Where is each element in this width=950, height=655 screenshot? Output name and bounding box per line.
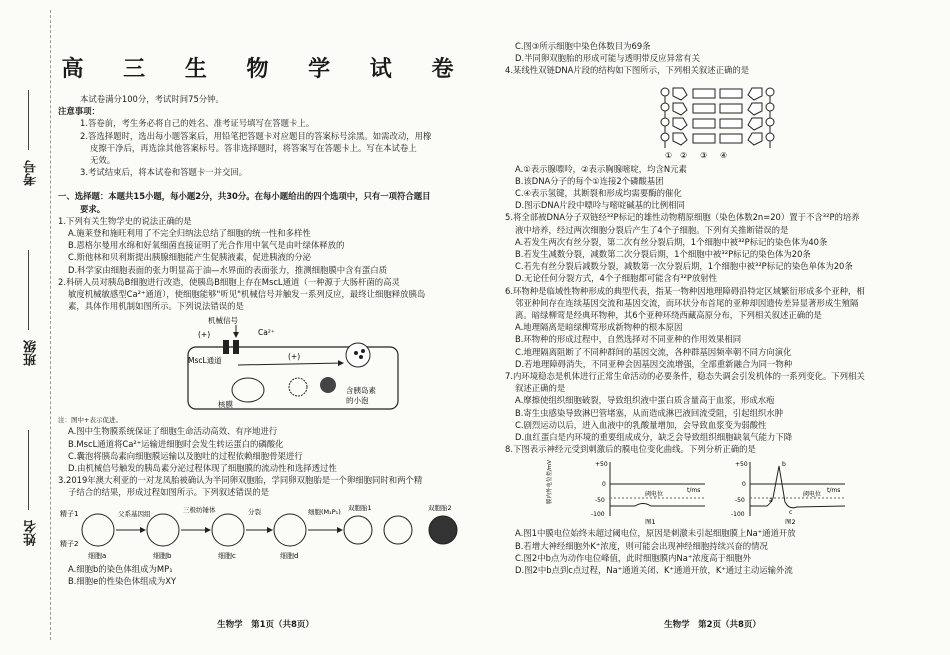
base — [693, 89, 715, 98]
section-heading: 一、选择题：本题共15小题，每小题2分，共30分。在每小题给出的四个选项中，只有一项符合题目 — [58, 191, 431, 202]
phosphate — [766, 88, 774, 96]
binding-label-exam-no: 考号 — [24, 160, 39, 186]
q4-option: B.该DNA分子的每个①连接2个磷酸基团 — [515, 175, 664, 186]
footer-left: 生物学 第1页（共8页） — [217, 620, 314, 630]
base — [720, 119, 742, 128]
q7-option: C.剧烈运动以后，进入血液中的乳酸量增加，会导致血浆变为弱酸性 — [515, 419, 767, 430]
sperm2-label: 精子2 — [60, 539, 79, 548]
binding-label-class: 班级 — [24, 340, 39, 366]
q6-option: C.地理隔离阻断了不同种群间的基因交流，各种群基因频率朝不同方向演化 — [515, 346, 792, 357]
q8-stem: 8.下图表示神经元受到刺激后的膜电位变化曲线。下列分析正确的是 — [505, 444, 756, 455]
q4-stem: 4.某线性双链DNA片段的结构如下图所示，下列相关叙述正确的是 — [505, 65, 750, 76]
base — [720, 104, 742, 113]
mscl-channel — [233, 340, 239, 354]
q1-option: D.科学家由细胞表面的张力明显高于油—水界面的表面张力，推测细胞膜中含有蛋白质 — [68, 264, 387, 275]
q7-option: A.摩擦使组织细胞破裂，导致组织液中蛋白质含量高于血浆，形成水疱 — [515, 395, 775, 406]
q1-option: A.施莱登和施旺利用了不完全归纳法总结了细胞的统一性和多样性 — [68, 228, 311, 239]
q6-option: B.环物种的形成过程中，自然选择对不同亚种的作用效果相同 — [515, 334, 742, 345]
potential-graphs — [505, 458, 920, 524]
y-tick: -100 — [591, 511, 605, 519]
q2-option: C.囊泡将胰岛素向细胞膜运输以及胞吐的过程依赖细胞骨架进行 — [68, 450, 303, 461]
note-line: 1.答卷前，考生务必将自己的姓名、准考证号填写在答题卡上。 — [80, 118, 315, 129]
q2-stem: 敏度机械敏感型Ca²⁺通道），使细胞能够"听见"机械信号并触发一系列反应，最终让细胞释放胰岛 — [68, 289, 426, 300]
q7-stem: 7.内环境稳态是机体进行正常生命活动的必要条件，稳态失调会引发机体的一系列变化。下列相关 — [505, 371, 865, 382]
threshold-label: 阈电位 — [645, 491, 664, 499]
q3-option: C.图③所示细胞中染色体数目为69条 — [515, 41, 651, 51]
sugar — [748, 118, 762, 130]
twin-label: 双胞胎2 — [428, 503, 452, 512]
y-tick: +50 — [735, 461, 748, 469]
x-label: t/ms — [827, 487, 841, 495]
point-label: a — [769, 497, 773, 505]
q6-stem: 离。暗绿柳莺是经典环物种，其6个亚种环绕西藏高原分布，下列相关叙述正确的是 — [515, 310, 822, 321]
dna-marker: ③ — [700, 150, 708, 160]
q8-figure — [505, 458, 920, 524]
twin-label: 双胞胎1 — [348, 503, 372, 512]
phosphate — [766, 133, 774, 141]
promote-arrow — [238, 363, 343, 365]
q3-option: D.半同卵双胞胎的形成可能与透明带反应异常有关 — [515, 53, 700, 64]
base — [720, 89, 742, 98]
twin-diagram — [58, 502, 473, 560]
base — [720, 134, 742, 143]
binding-label-name: 姓名 — [24, 520, 39, 546]
q1-stem: 1.下列有关生物学史的说法正确的是 — [58, 215, 192, 226]
q2-figure — [58, 315, 473, 413]
cell-label: 细胞d — [280, 551, 299, 560]
cell-circle — [344, 516, 372, 544]
q5-option: A.若发生两次有丝分裂，第二次有丝分裂后期，1个细胞中被³²P标记的染色体为40条 — [515, 236, 828, 247]
q1-option: C.斯他林和贝利斯提出胰腺细胞能产生促胰液素，促进胰液的分泌 — [68, 252, 312, 263]
binding-strip — [0, 0, 55, 655]
phosphate — [766, 103, 774, 111]
footer-right: 生物学 第2页（共8页） — [664, 620, 761, 630]
q6-stem: 邻亚种间存在连续基因交流和基因交流，而环状分布首尾的亚种却因遗传差异显著形成生殖隔 — [515, 297, 859, 308]
note-line: 2.答选择题时，选出每小题答案后，用铅笔把答题卡对应题目的答案标号涂黑。如需改动，用橡 — [80, 130, 432, 141]
point-label: c — [789, 509, 793, 517]
threshold-label: 阈电位 — [803, 491, 822, 499]
mscl-label: MscL通道 — [188, 356, 222, 366]
y-tick: -50 — [735, 497, 745, 505]
note-line: 无效。 — [90, 155, 116, 166]
y-tick: -50 — [595, 497, 605, 505]
dna-marker: ④ — [720, 150, 728, 160]
sugar — [673, 133, 687, 145]
intro-text: 本试卷满分100分，考试时间75分钟。 — [80, 94, 224, 104]
sugar — [748, 88, 762, 100]
q2-option: D.由机械信号触发的胰岛素分泌过程体现了细胞膜的流动性和选择透过性 — [68, 463, 337, 474]
q6-option: A.地理隔离是暗绿柳莺形成新物种的根本原因 — [515, 322, 683, 333]
y-label: 膜内外电位差/mV — [547, 460, 553, 505]
q3-stem: 子结合的结果，形成过程如图所示。下列叙述错误的是 — [68, 487, 269, 498]
cell-circle — [384, 516, 412, 544]
q8-option: B.若增大神经细胞外K⁺浓度，则可能会出现神经细胞持续兴奋的情况 — [515, 540, 768, 551]
nucleus-label: 核膜 — [218, 400, 233, 410]
phosphate — [661, 133, 669, 141]
ca-label: Ca²⁺ — [258, 328, 275, 338]
q5-option: D.无论任何分裂方式，4个子细胞都可能含有³²P放射性 — [515, 273, 718, 284]
note-line: 皮擦干净后，再选涂其他答案标号。答非选择题时，将答案写在答题卡上。写在本试卷上 — [90, 142, 417, 153]
section-heading: 要求。 — [80, 203, 106, 214]
binding-rule — [28, 250, 29, 330]
base — [693, 104, 715, 113]
cell-label: 细胞b — [153, 551, 172, 560]
y-tick: 0 — [602, 481, 606, 489]
plus-label: (+) — [288, 352, 301, 362]
fig1-label: 图1 — [645, 518, 656, 525]
dna-marker: ① — [665, 150, 673, 160]
cell-label: 细胞a — [88, 551, 107, 560]
point-label: b — [782, 461, 786, 469]
cell-circle — [147, 514, 179, 546]
tri-label: 三极纺锤体 — [183, 505, 216, 514]
binding-rule — [28, 90, 29, 150]
sugar — [673, 88, 687, 100]
split-label: 分裂 — [248, 507, 261, 516]
q3-option: B.细胞e的性染色体组成为XY — [68, 575, 177, 586]
vesicle-label: 的小泡 — [346, 396, 369, 406]
q4-figure — [505, 80, 920, 160]
plus-label: (+) — [198, 330, 211, 340]
sugar — [748, 133, 762, 145]
binding-rule — [28, 430, 29, 510]
curve-fig1 — [610, 504, 705, 507]
phosphate — [661, 88, 669, 96]
q1-option: B.恩格尔曼用水绵和好氧细菌直接证明了光合作用中氧气是由叶绿体释放的 — [68, 240, 345, 251]
nucleus — [232, 378, 264, 402]
sugar — [673, 118, 687, 130]
notes-heading: 注意事项： — [58, 106, 100, 117]
x-label: t/ms — [687, 487, 701, 495]
base — [693, 134, 715, 143]
page-title: 高 三 生 物 学 试 卷 — [61, 56, 470, 82]
q3-figure — [58, 502, 473, 560]
cell-circle — [212, 514, 244, 546]
q2-stem: 素，具体作用机制如图所示。下列说法错误的是 — [68, 301, 244, 312]
q2-option: A.图中生物膜系统保证了细胞生命活动高效、有序地进行 — [68, 426, 278, 437]
q7-option: D.血红蛋白是内环境的重要组成成分，缺乏会导致组织细胞缺氧气能力下降 — [515, 432, 793, 443]
q2-stem: 2.科研人员对胰岛B细胞进行改造，使胰岛B细胞上存在MscL通道（一种源于大肠杆菌的高灵 — [58, 276, 400, 287]
mscl-channel — [223, 340, 229, 354]
q4-option: C.④表示氢键，其断裂和形成均需要酶的催化 — [515, 188, 682, 199]
q5-stem: 液中培养，经过两次细胞分裂后产生了4个子细胞。下列有关推断错误的是 — [515, 224, 789, 235]
q8-option: C.图2中b点为动作电位峰值，此时细胞膜内Na⁺浓度高于细胞外 — [515, 552, 751, 563]
q5-option: C.若先有丝分裂后减数分裂，减数第一次分裂后期，1个细胞中被³²P标记的染色单体为20条 — [515, 261, 853, 272]
cell-circle — [82, 514, 114, 546]
q6-option: D.若地理障碍消失，不同亚种会因基因交流增强，全部重新融合为同一物种 — [515, 358, 793, 369]
sugar — [748, 103, 762, 115]
cell-label: 细胞c — [218, 551, 236, 560]
insulin-granule — [346, 343, 370, 367]
note-line: 3.考试结束后，将本试卷和答题卡一并交回。 — [80, 167, 248, 178]
right-column — [505, 40, 920, 576]
q3-option: A.细胞b的染色体组成为MP₁ — [68, 563, 173, 574]
q5-option: B.若发生减数分裂，减数第二次分裂后期，1个细胞中被³²P标记的染色体为20条 — [515, 249, 811, 260]
genome-label: 父系基因组 — [118, 509, 151, 518]
y-tick: 0 — [742, 481, 746, 489]
vesicle-label: 含胰岛素 — [346, 386, 376, 396]
fig2-label: 图2 — [785, 518, 796, 525]
dna-marker: ② — [680, 150, 688, 160]
q2-option: B.MscL通道将Ca²⁺运输进细胞时会发生转运蛋白的磷酸化 — [68, 438, 284, 449]
dna-diagram — [505, 80, 920, 160]
q4-option: D.图示DNA片段中嘌呤与嘧啶碱基的比例相同 — [515, 200, 685, 211]
y-tick: -100 — [731, 511, 745, 519]
granule-dot — [359, 355, 363, 359]
q5-stem: 5.将全部被DNA分子双链经³²P标记的雄性动物精原细胞（染色体数2n=20）置于不含³²P的培养 — [505, 212, 860, 223]
q8-option: D.图2中b点到c点过程，Na⁺通道关闭、K⁺通道开放，K⁺通过主动运输外流 — [515, 565, 793, 576]
q6-stem: 6.环物种是临域性物种形成的典型代表，指某一物种因地理障碍沿特定区域繁衍形成多个亚种，相 — [505, 285, 865, 296]
q7-stem: 叙述正确的是 — [515, 383, 566, 394]
q7-option: B.寄生虫感染导致淋巴管堵塞，从而造成淋巴液回流受阻，引起组织水肿 — [515, 407, 784, 418]
q4-option: A.①表示腺嘌呤，②表示胸腺嘧啶，均含N元素 — [515, 163, 687, 174]
dna-strand — [661, 88, 774, 148]
mp-label: 细胞(M₁P₁) — [308, 507, 341, 516]
phosphate — [661, 118, 669, 126]
cell-circle — [429, 516, 457, 544]
base — [693, 119, 715, 128]
cell-diagram — [58, 315, 473, 413]
cell-circle — [274, 514, 306, 546]
y-tick: +50 — [595, 461, 608, 469]
phosphate — [766, 118, 774, 126]
sugar — [673, 103, 687, 115]
golgi — [289, 378, 307, 396]
phosphate — [661, 103, 669, 111]
binding-dashed-line — [50, 10, 51, 640]
granule-dot — [361, 349, 365, 353]
q2-figure-note: 注：图中+表示促进。 — [58, 416, 122, 425]
granule-dot — [354, 351, 358, 355]
vesicle — [320, 377, 336, 393]
sperm1-label: 精子1 — [60, 509, 79, 518]
q3-stem: 3.2019年澳大利亚的一对龙凤胎被确认为半同卵双胞胎，学同卵双胞胎是一个卵细胞同时和两个精 — [58, 475, 423, 486]
q8-option: A.图1中膜电位始终未超过阈电位，原因是刺激未引起细胞膜上Na⁺通道开放 — [515, 528, 796, 539]
signal-label: 机械信号 — [208, 316, 238, 326]
left-column — [58, 0, 473, 587]
